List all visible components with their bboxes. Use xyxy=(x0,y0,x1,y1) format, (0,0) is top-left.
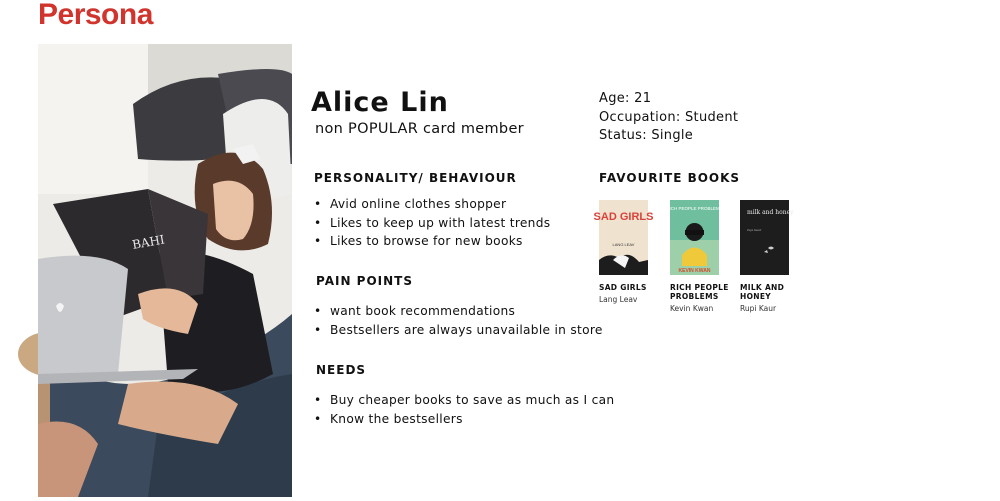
page-title: Persona xyxy=(38,0,153,31)
book-cover-author: LANG LEAV xyxy=(612,242,635,247)
book-cover xyxy=(593,200,654,275)
svg-text:BAHI: BAHI xyxy=(131,232,166,252)
book-title: SAD GIRLS xyxy=(599,283,647,292)
pain-points-heading: PAIN POINTS xyxy=(316,274,413,288)
book-title: RICH PEOPLE PROBLEMS xyxy=(670,283,729,301)
book-milk-and-honey xyxy=(740,200,800,313)
book-cover-author: rupi kaur xyxy=(747,228,762,232)
book-cover-author: KEVIN KWAN xyxy=(678,268,711,274)
personality-list xyxy=(314,195,550,251)
book-sad-girls xyxy=(593,200,659,304)
list-item: • Bestsellers are always unavailable in store xyxy=(314,321,603,340)
book-cover-title: RICH PEOPLE PROBLEMS xyxy=(666,206,723,211)
list-item: • Know the bestsellers xyxy=(314,410,614,429)
book-author: Kevin Kwan xyxy=(670,304,714,313)
persona-membership: non POPULAR card member xyxy=(315,121,524,137)
persona-occupation: Occupation: Student xyxy=(599,109,739,125)
personality-heading: PERSONALITY/ BEHAVIOUR xyxy=(314,171,517,185)
pain-points-list xyxy=(314,302,603,339)
needs-list xyxy=(314,391,614,428)
list-item: • Likes to keep up with latest trends xyxy=(314,214,550,233)
list-item: • Likes to browse for new books xyxy=(314,232,550,251)
persona-status: Status: Single xyxy=(599,128,694,143)
favourite-books-heading: FAVOURITE BOOKS xyxy=(599,171,741,185)
persona-details xyxy=(599,90,738,146)
book-author: Lang Leav xyxy=(599,295,638,304)
book-cover xyxy=(666,200,723,275)
persona-photo xyxy=(38,44,292,497)
list-item: • want book recommendations xyxy=(314,302,603,321)
book-cover-title: milk and honey xyxy=(747,209,794,216)
list-item: • Avid online clothes shopper xyxy=(314,195,550,214)
book-cover xyxy=(740,200,794,275)
needs-heading: NEEDS xyxy=(316,363,367,377)
list-item: • Buy cheaper books to save as much as I can xyxy=(314,391,614,410)
book-author: Rupi Kaur xyxy=(740,304,777,313)
book-title: MILK AND HONEY xyxy=(740,283,785,301)
book-rich-people-problems xyxy=(666,200,730,313)
persona-age: Age: 21 xyxy=(599,91,652,106)
persona-name: Alice Lin xyxy=(311,87,449,118)
book-cover-title: SAD GIRLS xyxy=(593,211,654,223)
